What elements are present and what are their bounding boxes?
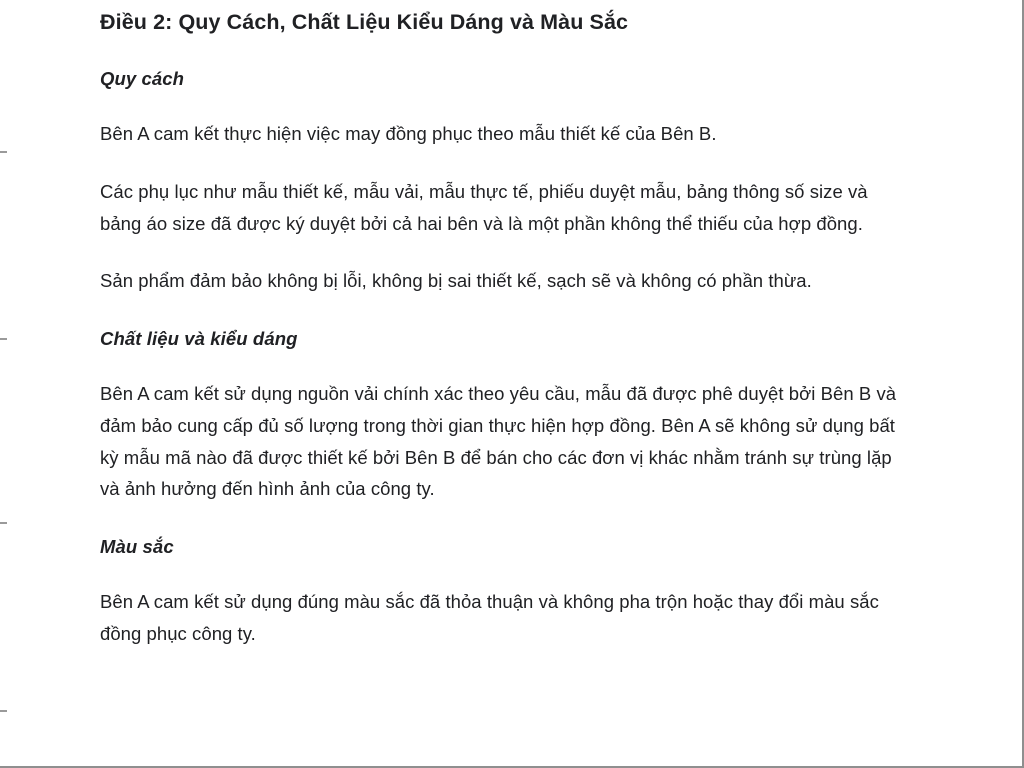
document-body: [100, 0, 914, 650]
paragraph: Bên A cam kết sử dụng nguồn vải chính xác theo yêu cầu, mẫu đã được phê duyệt bởi Bên B và đảm bảo cung cấp đủ số lượng trong thời gian thực hiện hợp đồng. Bên A sẽ không sử dụng bất kỳ mẫu mã nào đã được thiết kế bởi Bên B để bán cho các đơn vị khác nhằm tránh sự trùng lặp và ảnh hưởng đến hình ảnh của công ty.: [100, 383, 897, 500]
paragraph: Bên A cam kết thực hiện việc may đồng phục theo mẫu thiết kế của Bên B.: [100, 122, 717, 144]
page-edge-tick: [0, 151, 7, 153]
document-heading: Điều 2: Quy Cách, Chất Liệu Kiểu Dáng và Màu Sắc: [100, 10, 629, 34]
paragraph: Bên A cam kết sử dụng đúng màu sắc đã thỏa thuận và không pha trộn hoặc thay đổi màu sắc đồng phục công ty.: [100, 591, 879, 644]
section-subheading-chat-lieu-va-kieu-dang: Chất liệu và kiểu dáng: [100, 328, 298, 350]
section-subheading-quy-cach: Quy cách: [100, 68, 185, 90]
page-edge-tick: [0, 522, 7, 524]
page-edge-tick: [0, 338, 7, 340]
paragraph: Sản phẩm đảm bảo không bị lỗi, không bị sai thiết kế, sạch sẽ và không có phần thừa.: [100, 270, 812, 292]
paragraph: Các phụ lục như mẫu thiết kế, mẫu vải, mẫu thực tế, phiếu duyệt mẫu, bảng thông số size và bảng áo size đã được ký duyệt bởi cả hai bên và là một phần không thể thiếu của hợp đồng.: [100, 180, 868, 234]
section-subheading-mau-sac: Màu sắc: [100, 536, 174, 558]
page-edge-tick: [0, 710, 7, 712]
